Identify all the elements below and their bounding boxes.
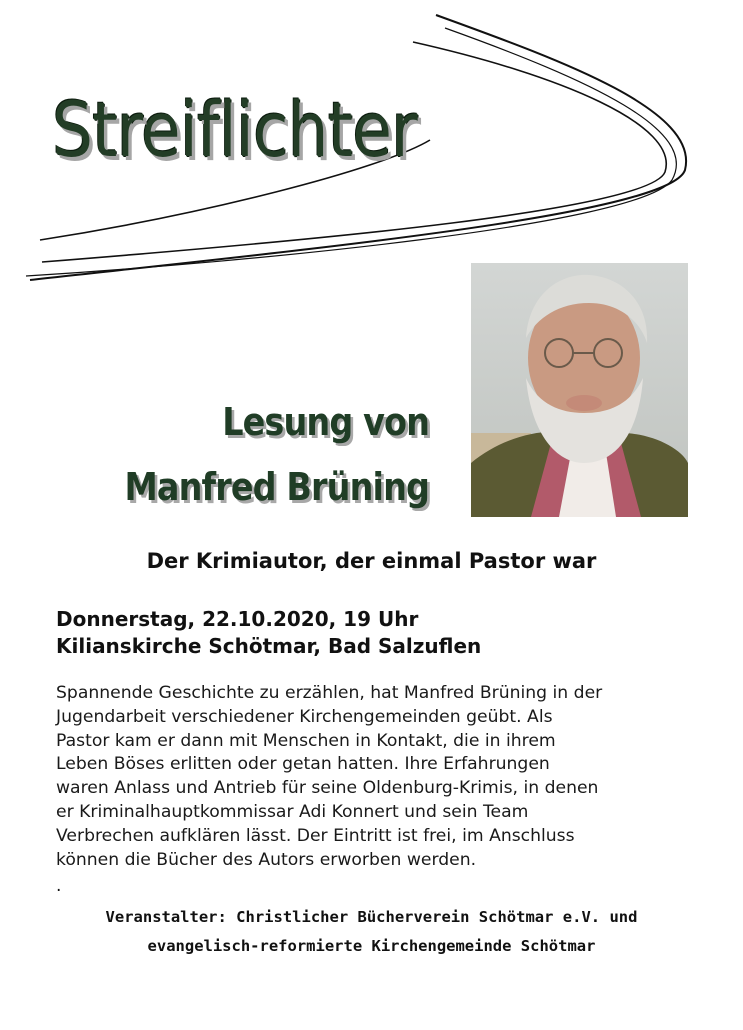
event-headline-author: Manfred Brüning [124,465,429,509]
description-line: Leben Böses erlitten oder getan hatten. Ihre Erfahrungen [56,754,550,775]
organizer-info [0,903,743,961]
event-details [56,606,481,660]
description-line: Spannende Geschichte zu erzählen, hat Manfred Brüning in der [56,683,603,703]
event-headline-line1: Lesung von [222,400,429,444]
author-portrait-image [471,263,688,517]
event-description [56,682,706,872]
event-location: Kilianskirche Schötmar, Bad Salzuflen [56,634,482,658]
event-date: Donnerstag, 22.10.2020, 19 Uhr [56,607,419,631]
organizer-line1: Veranstalter: Christlicher Bücherverein Schötmar e.V. und [105,908,638,926]
page-title: Streiflichter [52,85,417,174]
organizer-line2: evangelisch-reformierte Kirchengemeinde Schötmar [147,937,596,955]
event-subtitle: Der Krimiautor, der einmal Pastor war [146,549,597,573]
description-line: Jugendarbeit verschiedener Kirchengemeinden geübt. Als [56,706,553,727]
trailing-dot: . [56,876,62,896]
description-line: können die Bücher des Autors erworben werden. [56,849,477,870]
description-line: Pastor kam er dann mit Menschen in Kontakt, die in ihrem [56,730,556,751]
description-line: er Kriminalhauptkommissar Adi Konnert und sein Team [56,801,529,822]
page-title-container [52,85,481,174]
description-line: Verbrechen aufklären lässt. Der Eintritt ist frei, im Anschluss [56,825,575,846]
description-line: waren Anlass und Antrieb für seine Oldenburg-Krimis, in denen [56,778,599,799]
author-photo [471,263,688,517]
